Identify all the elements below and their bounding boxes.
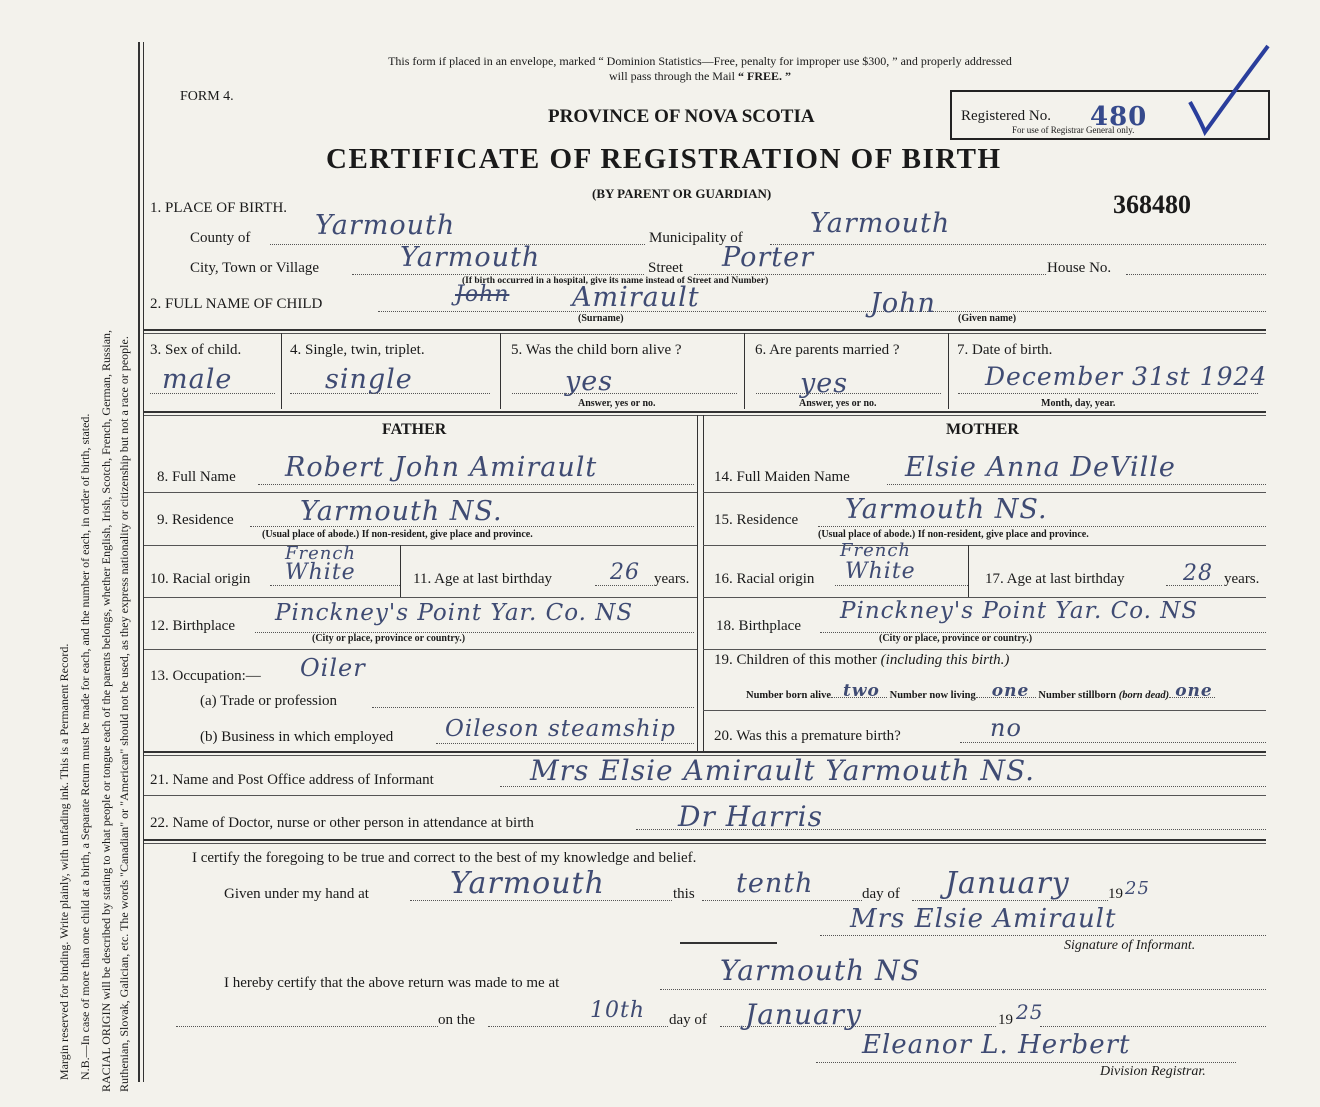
place-of-birth-label: 1. PLACE OF BIRTH. [150,200,288,216]
certificate-number: 368480 [1113,190,1191,219]
sidebar-line-2: N.B.—In case of more than one child at a birth, a Separate Return must be made for each, and the number of each, in order of birth, stated. [78,413,92,1080]
sidebar-line-4: Ruthenian, Slovak, Galician, etc. The words "Canadian" or "American" should not be used, as they express nationality or citizenship but not a race or people. [117,336,131,1092]
alive-caption: Answer, yes or no. [578,398,656,409]
mother-birthplace-caption: (City or place, province or country.) [879,633,1033,644]
page-title: CERTIFICATE OF REGISTRATION OF BIRTH [326,143,1002,175]
registered-number: 480 [1090,102,1148,132]
living-value: one [991,681,1030,701]
sex-label: 3. Sex of child. [150,342,242,358]
city-label: City, Town or Village [190,260,320,276]
child-given-name: John [870,288,936,319]
father-business-label: (b) Business in which employed [200,729,394,745]
married-value: yes [800,368,849,399]
county-label: County of [190,230,251,246]
mother-residence-label: 15. Residence [714,512,799,528]
father-name: Robert John Amirault [285,452,598,483]
mother-age-label: 17. Age at last birthday [985,571,1125,587]
province-title: PROVINCE OF NOVA SCOTIA [548,106,815,127]
father-residence: Yarmouth NS. [300,496,503,527]
registrar-day: 10th [590,998,646,1023]
father-age-label: 11. Age at last birthday [413,571,552,587]
postal-notice: This form if placed in an envelope, marked “ Dominion Statistics—Free, penalty for improper use $300, ” and properly addressed will pass through the Mail “ FREE. ” [388,54,1012,83]
father-business: Oileson steamship [445,716,676,742]
informant-value: Mrs Elsie Amirault Yarmouth NS. [530,754,1036,787]
sidebar-line-1: Margin reserved for binding. Write plainly, with unfading ink. This is a Permanent Record. [57,643,71,1080]
surname-caption: (Surname) [578,313,624,324]
dob-caption: Month, day, year. [1041,398,1116,409]
mother-age: 28 [1183,561,1213,586]
father-birthplace-caption: (City or place, province or country.) [312,633,466,644]
child-surname: Amirault [572,282,700,313]
father-name-label: 8. Full Name [157,469,236,485]
informant-label: 21. Name and Post Office address of Informant [150,772,434,788]
given-month: January [945,866,1070,901]
premature-label: 20. Was this a premature birth? [714,728,901,744]
mother-birthplace-label: 18. Birthplace [716,618,801,634]
given-year: 25 [1125,878,1150,899]
registrar-year: 25 [1016,1000,1044,1024]
informant-signature-caption: Signature of Informant. [1064,938,1196,953]
children-counts: Number born alive two Number now living one Number stillborn (born dead) one [746,690,1215,701]
father-heading: FATHER [382,421,447,438]
single-value: single [325,364,413,395]
dob-label: 7. Date of birth. [957,342,1053,358]
house-number-label: House No. [1047,260,1112,276]
city-value: Yarmouth [400,242,541,273]
checkmark-icon [1180,40,1280,140]
dob-value: December 31st 1924 [985,362,1268,391]
married-caption: Answer, yes or no. [799,398,877,409]
street-value: Porter [722,242,814,273]
father-years: years. [654,571,690,587]
child-name-label: 2. FULL NAME OF CHILD [150,296,323,312]
informant-signature: Mrs Elsie Amirault [850,904,1117,934]
county-value: Yarmouth [315,210,456,241]
registrar-month: January [745,998,862,1031]
registrar-year-prefix: 19 [998,1012,1013,1028]
registrar-note: For use of Registrar General only. [1012,125,1135,135]
alive-label: 5. Was the child born alive ? [511,342,682,358]
on-the-label: on the [438,1012,476,1028]
certify-statement: I certify the foregoing to be true and correct to the best of my knowledge and belief. [192,850,697,866]
doctor-label: 22. Name of Doctor, nurse or other person in attendance at birth [150,815,534,831]
registered-label: Registered No. [961,108,1051,124]
day-of-label: day of [862,886,900,902]
form-number: FORM 4. [180,89,234,104]
father-occupation-label: 13. Occupation:— [150,668,261,684]
father-abode-caption: (Usual place of abode.) If non-resident, give place and province. [262,529,533,540]
sidebar-line-3: RACIAL ORIGIN will be described by stating to what people or tongue each of the parents belongs, whether English, Irish, Scotch, French, German, Russian, [99,329,113,1092]
registrar-caption: Division Registrar. [1100,1064,1206,1079]
father-birthplace-label: 12. Birthplace [150,618,235,634]
father-age: 26 [610,560,640,585]
father-racial: White [285,560,356,585]
mother-racial-note: French [840,540,912,561]
this-label: this [673,886,695,902]
mother-abode-caption: (Usual place of abode.) If non-resident, give place and province. [818,529,1089,540]
mother-years: years. [1224,571,1260,587]
page-subtitle: (BY PARENT OR GUARDIAN) [592,186,772,201]
municipality-value: Yarmouth [810,208,951,239]
given-day: tenth [736,868,814,899]
mother-birthplace: Pinckney's Point Yar. Co. NS [840,598,1199,624]
father-trade-label: (a) Trade or profession [200,693,338,709]
street-label: Street [648,260,683,276]
municipality-label: Municipality of [649,230,743,246]
mother-residence: Yarmouth NS. [845,494,1048,525]
children-label: 19. Children of this mother (including this birth.) [714,652,1010,668]
mother-racial-label: 16. Racial origin [714,571,815,587]
doctor-value: Dr Harris [678,800,823,833]
stillborn-value: one [1175,681,1213,701]
alive-value: yes [565,366,614,397]
mother-name-label: 14. Full Maiden Name [714,469,850,485]
married-label: 6. Are parents married ? [755,342,900,358]
father-racial-note: French [285,543,357,564]
mother-name: Elsie Anna DeVille [905,452,1176,483]
premature-value: no [990,714,1022,742]
child-struck-name: John [455,282,510,307]
mother-heading: MOTHER [946,421,1019,438]
father-occupation: Oiler [300,654,366,682]
father-residence-label: 9. Residence [157,512,234,528]
father-birthplace: Pinckney's Point Yar. Co. NS [275,600,634,626]
registrar-statement: I hereby certify that the above return was made to me at [224,975,560,991]
single-label: 4. Single, twin, triplet. [290,342,425,358]
mother-racial: White [845,559,916,584]
given-under-label: Given under my hand at [224,886,369,902]
sex-value: male [162,364,233,395]
registrar-day-of-label: day of [669,1012,707,1028]
father-racial-label: 10. Racial origin [150,571,251,587]
registrar-place: Yarmouth NS [720,954,921,987]
given-place: Yarmouth [450,866,605,901]
hospital-note: (If birth occurred in a hospital, give its name instead of Street and Number) [462,276,769,286]
registrar-signature: Eleanor L. Herbert [862,1030,1131,1060]
given-year-prefix: 19 [1108,886,1123,902]
born-alive-value: two [842,681,880,701]
given-caption: (Given name) [958,313,1017,324]
